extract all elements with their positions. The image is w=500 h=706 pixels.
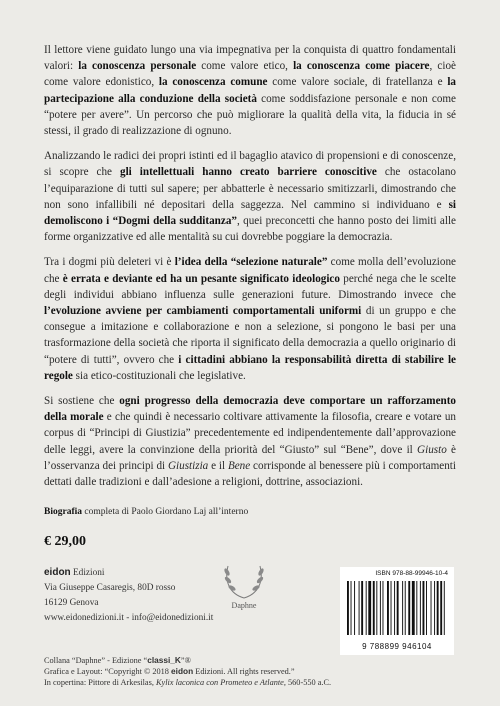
biography-label: Biografia: [44, 507, 82, 517]
barcode-bar: [373, 581, 375, 635]
p2-run: , quei preconcetti che hanno posto dei limiti alle forme organizzative ed alle mentalità su cui dovrebbe poggiare la democrazia.: [44, 215, 456, 244]
barcode-bar: [351, 581, 352, 635]
barcode-bar: [402, 581, 403, 635]
daphne-logo: [212, 558, 276, 610]
p1-run: Il lettore viene guidato lungo una via impegnativa per la conquista di quattro fondamentali valori:: [44, 44, 456, 73]
paragraph-2: [44, 148, 456, 245]
barcode-bars: [340, 577, 454, 639]
colophon-cover-title: Kylix laconica con Prometeo e Atlante: [155, 678, 284, 688]
publisher-name-suffix: Edizioni: [70, 568, 105, 578]
daphne-laurel-icon: [212, 558, 276, 610]
barcode-bar: [440, 581, 442, 635]
p1-run: come valore etico,: [196, 60, 294, 73]
barcode-bar: [376, 581, 377, 635]
barcode-bar: [426, 581, 427, 635]
barcode-bar: [368, 581, 371, 635]
paragraph-3: [44, 254, 456, 384]
price: € 29,00: [44, 534, 86, 549]
blurb-text: [44, 42, 456, 499]
p3-run: perché nega che le scelte degli individui abbiano influenza sulle generazioni future. Dimostrando invece che: [44, 272, 456, 301]
barcode-bar: [347, 581, 349, 635]
p3-run: come molla dell’evoluzione che: [44, 256, 456, 285]
barcode-bar: [380, 581, 381, 635]
p4-run: Giustizia: [168, 459, 209, 472]
barcode-bar: [394, 581, 395, 635]
barcode-bar: [354, 581, 355, 635]
p1-run: come soddisfazione personale e non come “potere per avere”. Un percorso che può migliorare la qualità della vita, la fiducia in sé stessi, il grado di realizzazione di ognuno.: [44, 92, 456, 138]
publisher-contacts: www.eidonedizioni.it - info@eidonedizioni.it: [44, 613, 214, 623]
logo-label: Daphne: [231, 601, 257, 610]
colophon: [44, 655, 331, 689]
p4-run: e il: [208, 459, 228, 472]
p2-run: che ostacolano l’equiparazione di tutti sul sapere; per abbatterle è necessario smitizzarli, dimostrando che non sono infallibili né depositari della saggezza. Nel cammino si individuano e: [44, 166, 457, 211]
colophon-cover: [44, 677, 331, 688]
p3-run: i cittadini abbiano la responsabilità diretta di stabilire le regole: [44, 353, 456, 382]
publisher-city: 16129 Genova: [44, 598, 99, 608]
p3-run: l’idea della “selezione naturale”: [174, 256, 328, 269]
barcode-bar: [434, 581, 435, 635]
p1-run: la partecipazione alla conduzione della società: [44, 76, 456, 105]
barcode-bar: [416, 581, 417, 635]
barcode-bar: [391, 581, 392, 635]
isbn-label: ISBN 978-88-99946-10-4: [375, 570, 448, 577]
p3-run: Tra i dogmi più deleteri vi è: [44, 256, 175, 269]
colophon-rights: Edizioni. All rights reserved.”: [193, 667, 295, 677]
paragraph-1: [44, 42, 456, 139]
colophon-series-end: ”®: [180, 656, 191, 665]
publisher-name: [44, 565, 213, 581]
barcode-bar: [405, 581, 406, 635]
p3-run: l’evoluzione avviene per cambiamenti comportamentali uniformi: [44, 305, 362, 318]
publisher-brand: eidon: [44, 567, 71, 578]
p4-run: corrisponde al benessere più i comportamenti dettati dalle tradizioni e dall’adesione a religioni, dottrine, associazioni.: [44, 459, 456, 489]
p3-run: sia etico-costituzionali che legislative.: [72, 369, 246, 382]
barcode-bar: [412, 581, 415, 635]
colophon-copyright-text: Grafica e Layout: “Copyright © 2018: [44, 667, 172, 677]
biography-note: [44, 507, 248, 517]
barcode-bar: [387, 581, 389, 635]
publisher-block: [44, 565, 213, 626]
colophon-brand: eidon: [171, 666, 194, 677]
p1-run: la conoscenza personale: [78, 60, 197, 73]
p4-run: Bene: [227, 459, 251, 472]
colophon-copyright: [44, 666, 331, 677]
isbn-barcode: [340, 567, 454, 655]
p2-run: si demoliscono i “Dogmi della sudditanza”: [44, 198, 456, 228]
barcode-bar: [437, 581, 439, 635]
p1-run: la conoscenza comune: [158, 76, 268, 89]
p4-run: e che quindi è necessario coltivare attivamente la filosofia, creare e votare un corpus di “Principi di Giustizia” precedentemente ed indipendentemente dall’approvazione delle leggi, avere la convinzione della priorità del “Giusto” sul “Bene”, dove il: [44, 411, 457, 456]
barcode-bar: [408, 581, 410, 635]
barcode-bar: [444, 581, 445, 635]
p3-run: di un gruppo e che consegue a imitazione e collaborazione e non a selezione, si pongono le basi per una trasformazione della società che riporta il significato della democrazia a quello originario di “potere di tutti”, ovvero che: [44, 305, 456, 366]
colophon-series: [44, 655, 331, 666]
barcode-bar: [423, 581, 425, 635]
biography-text: completa di Paolo Giordano Laj all’interno: [82, 507, 249, 517]
p2-run: gli intellettuali hanno creato barriere conoscitive: [120, 166, 377, 179]
p4-run: Si sostiene che: [44, 395, 120, 408]
barcode-bar: [420, 581, 421, 635]
p4-run: è l’osservanza dei principi di: [44, 443, 456, 472]
barcode-bar: [397, 581, 399, 635]
colophon-series-text: Collana “Daphne” - Edizione “: [44, 656, 148, 665]
p1-run: come valore sociale, di fratellanza e: [267, 76, 448, 89]
p2-run: Analizzando le radici dei propri istinti ed il bagaglio atavico di propensioni e di conoscenze, si scopre che: [44, 150, 456, 179]
barcode-bar: [361, 581, 363, 635]
barcode-digits: 9 788899 946104: [362, 642, 432, 651]
p4-run: ogni progresso della democrazia deve comportare un rafforzamento della morale: [44, 395, 457, 424]
barcode-bar: [431, 581, 432, 635]
colophon-edition: classi_K: [147, 655, 181, 665]
barcode-bar: [383, 581, 384, 635]
paragraph-4: [44, 393, 456, 490]
p4-run: Giusto: [417, 443, 447, 456]
publisher-address: Via Giuseppe Casaregis, 80D rosso: [44, 583, 176, 593]
colophon-cover-date: , 560-550 a.C.: [283, 678, 332, 688]
barcode-bar: [366, 581, 367, 635]
barcode-bar: [359, 581, 360, 635]
p3-run: è errata e deviante ed ha un pesante significato ideologico: [62, 272, 340, 285]
p1-run: la conoscenza come piacere: [293, 60, 430, 73]
p1-run: , cioè come valore edonistico,: [44, 60, 456, 89]
colophon-cover-text: In copertina: Pittore di Arkesilas,: [44, 678, 156, 688]
